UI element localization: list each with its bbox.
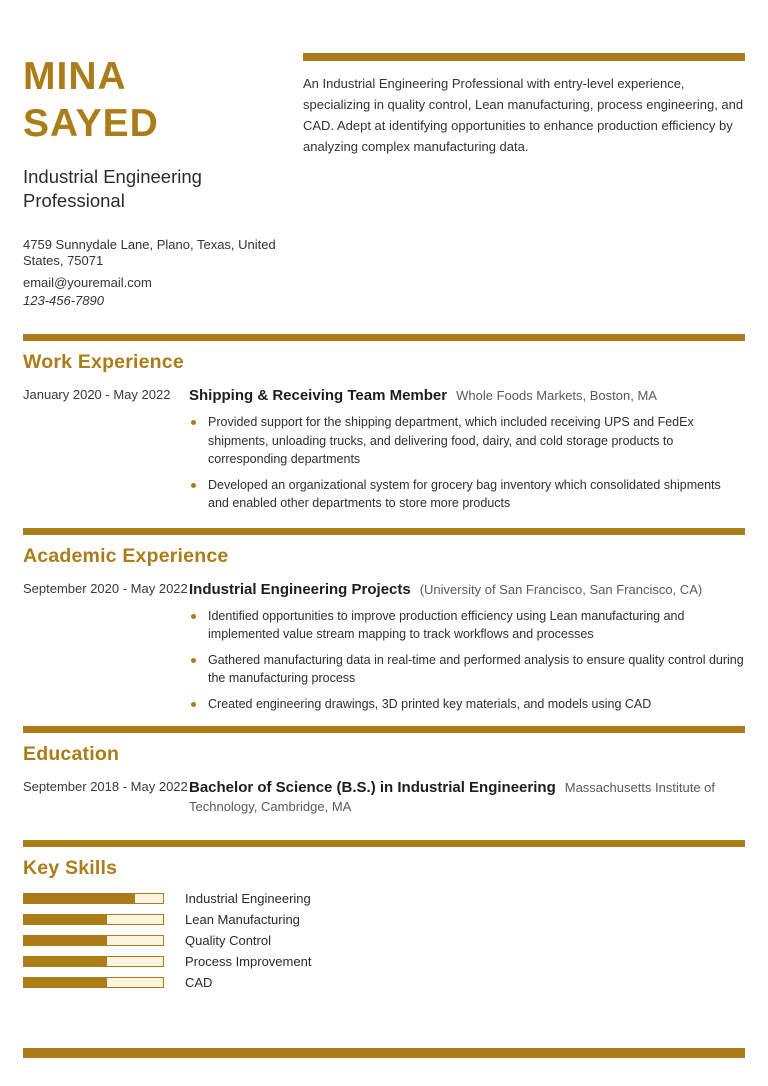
skill-bar bbox=[23, 956, 164, 967]
entry-dates: September 2020 - May 2022 bbox=[23, 580, 188, 596]
skill-row bbox=[23, 955, 745, 968]
section-divider-rule bbox=[23, 528, 745, 535]
contact-phone: 123-456-7890 bbox=[23, 293, 104, 308]
skill-label: Process Improvement bbox=[185, 954, 312, 969]
section-education bbox=[23, 726, 745, 816]
skill-row bbox=[23, 892, 745, 905]
entry-heading-line bbox=[189, 386, 745, 405]
professional-title: Industrial Engineering Professional bbox=[23, 166, 202, 211]
work-entry bbox=[23, 386, 745, 520]
entry-dates: January 2020 - May 2022 bbox=[23, 387, 171, 402]
skill-row bbox=[23, 934, 745, 947]
skill-bar-fill bbox=[24, 957, 107, 966]
skills-list bbox=[23, 892, 745, 989]
summary-text: An Industrial Engineering Professional with entry-level experience, specializing in quality control, Lean manufacturing, process engineering, and CAD. Adept at identifying opportunities to enhance production efficiency by analyzing complex manufacturing data. bbox=[303, 76, 744, 154]
entry-dates: September 2018 - May 2022 bbox=[23, 779, 188, 794]
entry-organization: Massachusetts Institute of Technology, Cambridge, MA bbox=[189, 780, 716, 814]
bullet-item: Identified opportunities to improve production efficiency using Lean manufacturing and implemented value stream mapping to track workflows and processes bbox=[189, 607, 745, 644]
entry-heading-line bbox=[189, 580, 745, 599]
entry-body bbox=[189, 386, 745, 520]
bullet-item: Developed an organizational system for grocery bag inventory which consolidated shipments and enabled other departments to store more products bbox=[189, 476, 745, 513]
bullet-list bbox=[189, 607, 745, 714]
skill-row bbox=[23, 976, 745, 989]
section-divider-rule bbox=[23, 840, 745, 847]
section-heading-key-skills: Key Skills bbox=[23, 857, 118, 879]
entry-organization: Whole Foods Markets, Boston, MA bbox=[456, 388, 657, 403]
person-name-line2: SAYED bbox=[23, 102, 159, 145]
academic-entry bbox=[23, 580, 745, 721]
skill-label: Lean Manufacturing bbox=[185, 912, 300, 927]
entry-body bbox=[189, 778, 745, 816]
skill-bar-fill bbox=[24, 915, 107, 924]
footer-accent-bar bbox=[23, 1048, 745, 1058]
bullet-item: Provided support for the shipping department, which included receiving UPS and FedEx shipments, unloading trucks, and delivering food, dairy, and cold storage products to corresponding departments bbox=[189, 413, 745, 469]
section-heading-work-experience: Work Experience bbox=[23, 351, 184, 373]
summary-accent-bar bbox=[303, 53, 745, 61]
skill-bar bbox=[23, 914, 164, 925]
section-divider-rule bbox=[23, 726, 745, 733]
skill-bar bbox=[23, 893, 164, 904]
header-right-column bbox=[303, 53, 745, 309]
entry-title: Industrial Engineering Projects bbox=[189, 580, 411, 598]
bullet-item: Created engineering drawings, 3D printed key materials, and models using CAD bbox=[189, 695, 745, 714]
entry-title: Shipping & Receiving Team Member bbox=[189, 387, 448, 404]
entry-title: Bachelor of Science (B.S.) in Industrial Engineering bbox=[189, 779, 556, 796]
skill-bar-fill bbox=[24, 936, 107, 945]
section-key-skills bbox=[23, 840, 745, 989]
entry-body bbox=[189, 580, 745, 721]
entry-organization: (University of San Francisco, San Francisco, CA) bbox=[419, 581, 703, 597]
skill-bar bbox=[23, 977, 164, 988]
section-academic-experience bbox=[23, 528, 745, 721]
person-name-line1: MINA bbox=[23, 55, 127, 98]
contact-address: 4759 Sunnydale Lane, Plano, Texas, United States, 75071 bbox=[23, 237, 276, 268]
section-divider-rule bbox=[23, 334, 745, 341]
section-heading-academic-experience: Academic Experience bbox=[23, 544, 229, 567]
person-name bbox=[23, 53, 303, 147]
bullet-item: Gathered manufacturing data in real-time and performed analysis to ensure quality control during the manufacturing process bbox=[189, 651, 745, 688]
contact-email: email@youremail.com bbox=[23, 275, 152, 290]
skill-label: CAD bbox=[185, 975, 213, 990]
header-left-column bbox=[23, 53, 303, 309]
education-entry bbox=[23, 778, 745, 816]
skill-bar-fill bbox=[24, 894, 135, 903]
skill-bar-fill bbox=[24, 978, 107, 987]
contact-block bbox=[23, 237, 277, 309]
entry-heading-line bbox=[189, 778, 745, 816]
skill-bar bbox=[23, 935, 164, 946]
skill-label: Quality Control bbox=[185, 933, 271, 948]
section-work-experience bbox=[23, 334, 745, 520]
skill-label: Industrial Engineering bbox=[185, 891, 311, 906]
section-heading-education: Education bbox=[23, 743, 120, 765]
bullet-list bbox=[189, 413, 745, 513]
header bbox=[23, 0, 745, 309]
skill-row bbox=[23, 913, 745, 926]
